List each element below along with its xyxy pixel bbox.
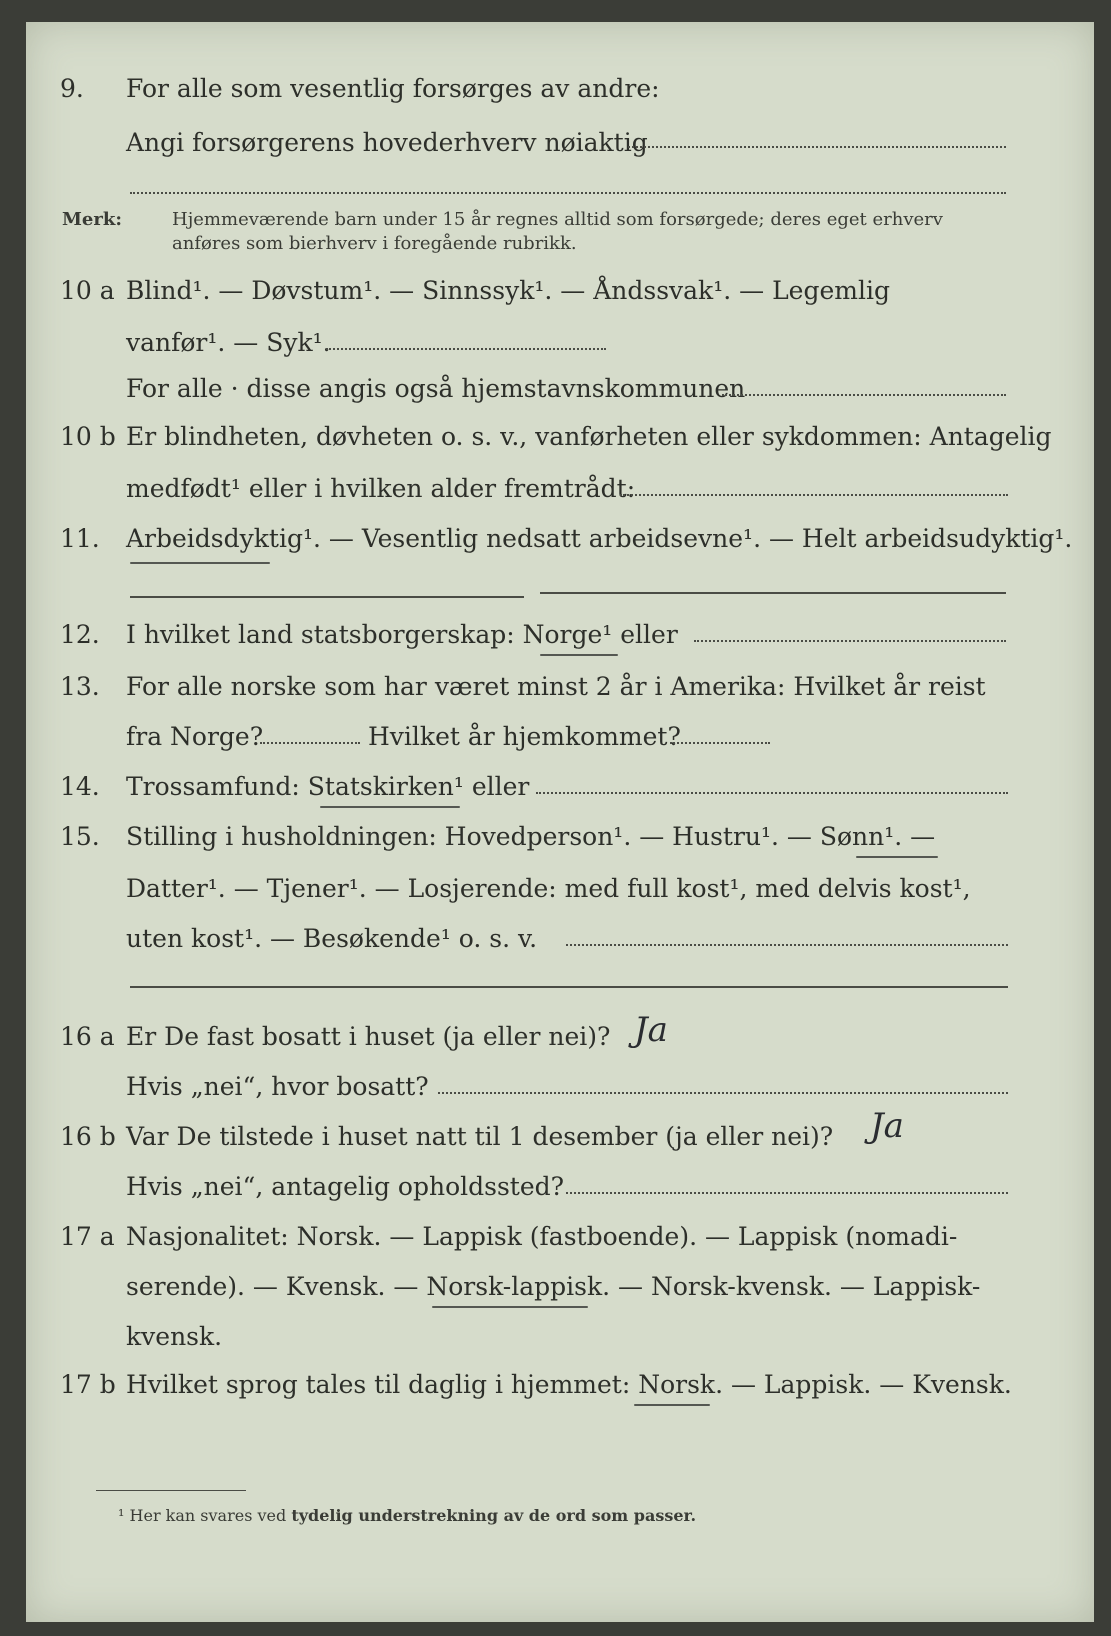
footnote-divider: [96, 1490, 246, 1491]
underline-mark: [856, 856, 938, 858]
question-number: 10 a: [60, 276, 115, 305]
answer-line[interactable]: [260, 742, 360, 744]
answer-line[interactable]: [694, 640, 1006, 642]
underline-mark: [432, 1306, 588, 1308]
footnote-text-bold: tydelig understrekning av de ord som passer.: [291, 1506, 697, 1525]
answer-line[interactable]: [566, 944, 1008, 946]
footnote: [118, 1506, 696, 1525]
question-text: Er blindheten, døvheten o. s. v., vanførheten eller sykdommen: Antagelig: [126, 422, 1052, 451]
question-text: Nasjonalitet: Norsk. — Lappisk (fastboende). — Lappisk (nomadi-: [126, 1222, 958, 1251]
underline-mark: [320, 806, 460, 808]
question-number: 15.: [60, 822, 100, 851]
question-text: Er De fast bosatt i huset (ja eller nei)?: [126, 1022, 611, 1051]
answer-line[interactable]: [620, 494, 1008, 496]
question-number: 9.: [60, 74, 84, 103]
handwritten-answer: Ja: [870, 1106, 904, 1146]
question-text: kvensk.: [126, 1322, 223, 1351]
merk-text: anføres som bierhverv i foregående rubrikk.: [172, 233, 577, 254]
question-number: 16 a: [60, 1022, 115, 1051]
question-text: Blind¹. — Døvstum¹. — Sinnssyk¹. — Åndssvak¹. — Legemlig: [126, 276, 890, 305]
answer-line[interactable]: [628, 146, 1006, 148]
question-text: Arbeidsdyktig¹. — Vesentlig nedsatt arbeidsevne¹. — Helt arbeidsudyktig¹.: [126, 524, 1073, 553]
question-text: fra Norge?: [126, 722, 264, 751]
question-number: 17 b: [60, 1370, 116, 1399]
question-text: serende). — Kvensk. — Norsk-lappisk. — Norsk-kvensk. — Lappisk-: [126, 1272, 981, 1301]
question-text: Hvilket sprog tales til daglig i hjemmet: Norsk. — Lappisk. — Kvensk.: [126, 1370, 1012, 1399]
question-number: 17 a: [60, 1222, 115, 1251]
answer-line[interactable]: [326, 348, 606, 350]
footnote-mark: ¹: [118, 1506, 125, 1525]
question-text: I hvilket land statsborgerskap: Norge¹ eller: [126, 620, 678, 649]
footnote-text: Her kan svares ved: [129, 1506, 287, 1525]
census-form-page: [26, 22, 1094, 1622]
answer-line[interactable]: [536, 792, 1008, 794]
merk-note: [62, 208, 943, 232]
question-text: For alle · disse angis også hjemstavnskommunen: [126, 374, 746, 403]
question-text: vanfør¹. — Syk¹.: [126, 328, 331, 357]
question-number: 12.: [60, 620, 100, 649]
underline-mark: [540, 654, 618, 656]
question-number: 11.: [60, 524, 100, 553]
answer-line[interactable]: [130, 596, 524, 598]
question-text: Hvis „nei“, hvor bosatt?: [126, 1072, 429, 1101]
question-text: Stilling i husholdningen: Hovedperson¹. — Hustru¹. — Sønn¹. —: [126, 822, 936, 851]
question-text: Hvis „nei“, antagelig opholdssted?: [126, 1172, 565, 1201]
question-number: 14.: [60, 772, 100, 801]
question-number: 13.: [60, 672, 100, 701]
answer-line[interactable]: [438, 1092, 1008, 1094]
question-text: Angi forsørgerens hovederhverv nøiaktig: [126, 128, 648, 157]
question-text: Trossamfund: Statskirken¹ eller: [126, 772, 530, 801]
underline-mark: [130, 562, 270, 564]
question-text: uten kost¹. — Besøkende¹ o. s. v.: [126, 924, 538, 953]
question-text: Hvilket år hjemkommet?: [368, 722, 681, 751]
question-number: 16 b: [60, 1122, 116, 1151]
answer-line[interactable]: [566, 1192, 1008, 1194]
answer-line[interactable]: [130, 986, 1008, 988]
underline-mark: [634, 1404, 710, 1406]
question-text: For alle norske som har været minst 2 år i Amerika: Hvilket år reist: [126, 672, 986, 701]
question-text: Var De tilstede i huset natt til 1 desember (ja eller nei)?: [126, 1122, 834, 1151]
question-text: medfødt¹ eller i hvilken alder fremtrådt:: [126, 474, 636, 503]
merk-label: Merk:: [62, 209, 122, 230]
merk-text: Hjemmeværende barn under 15 år regnes alltid som forsørgede; deres eget erhverv: [172, 209, 943, 230]
question-text: For alle som vesentlig forsørges av andre:: [126, 74, 660, 103]
answer-line[interactable]: [540, 592, 1006, 594]
answer-line[interactable]: [130, 192, 1006, 194]
handwritten-answer: Ja: [634, 1010, 668, 1050]
question-text: Datter¹. — Tjener¹. — Losjerende: med full kost¹, med delvis kost¹,: [126, 874, 971, 903]
answer-line[interactable]: [722, 394, 1006, 396]
question-number: 10 b: [60, 422, 116, 451]
answer-line[interactable]: [670, 742, 770, 744]
